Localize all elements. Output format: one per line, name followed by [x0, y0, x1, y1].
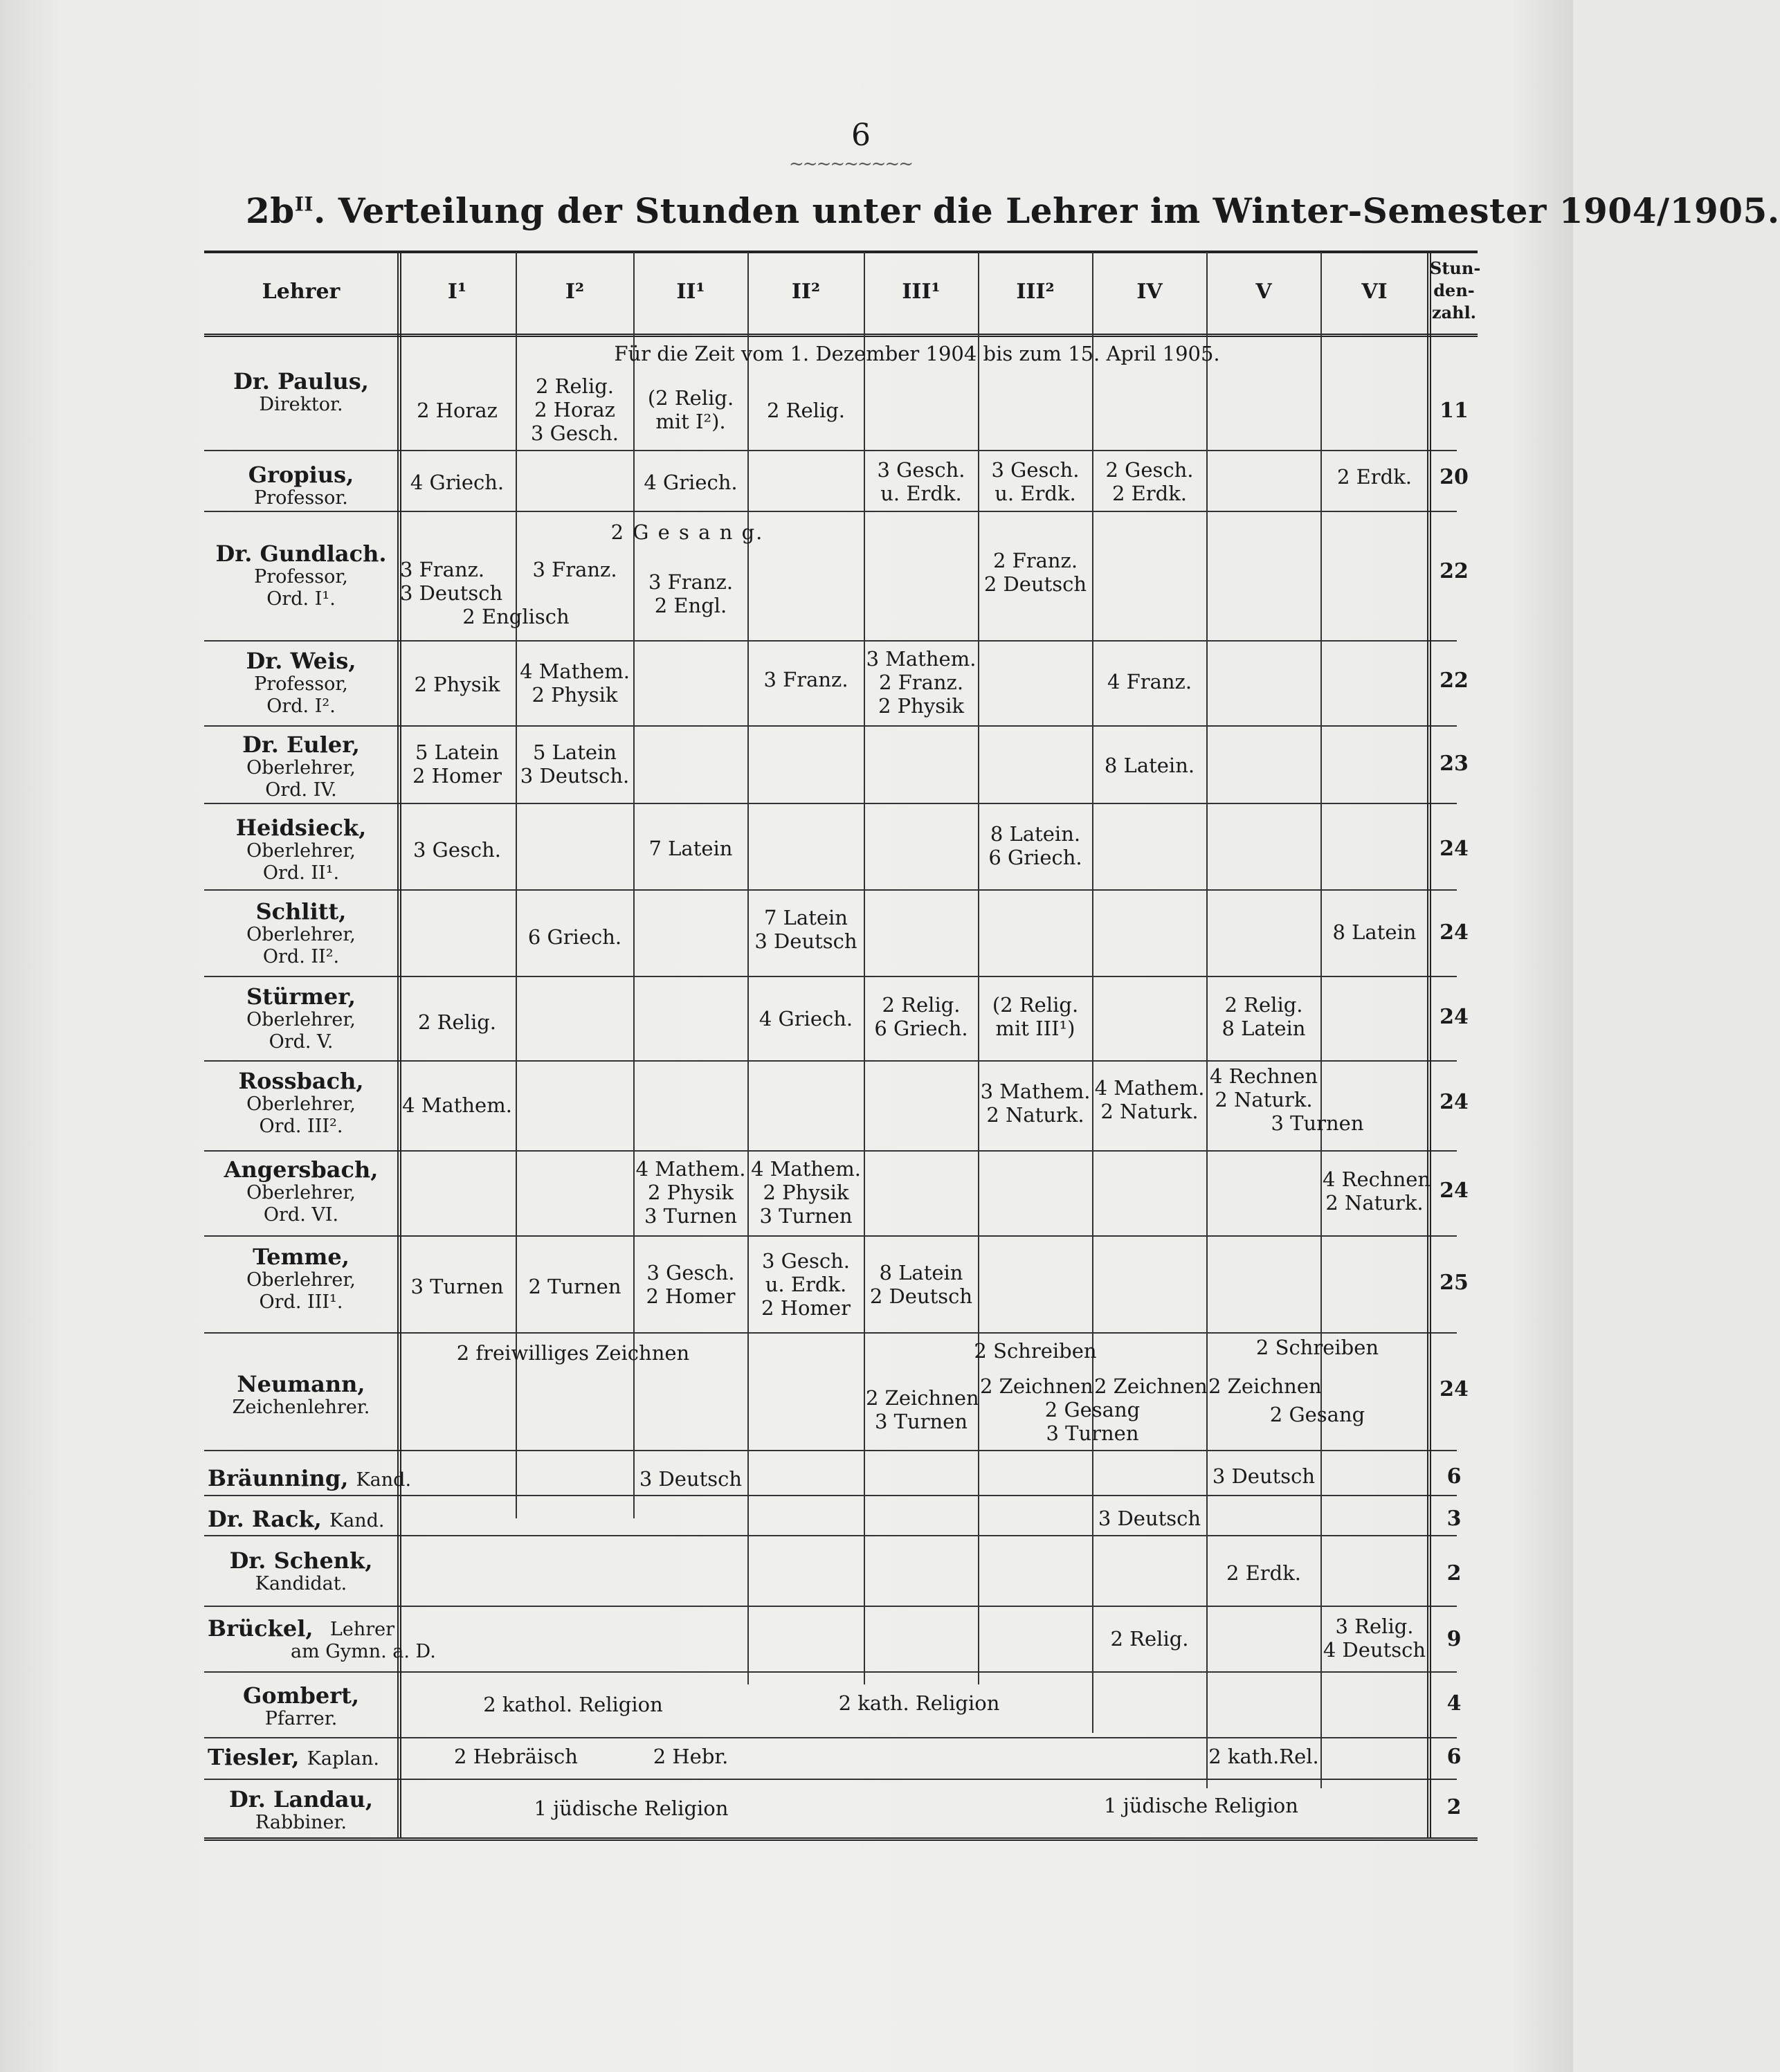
teacher-title: Zeichenlehrer.: [232, 1397, 370, 1418]
teacher-name: Dr. Schenk,: [229, 1547, 373, 1574]
row-rule: [204, 1060, 1457, 1062]
cell: 4 Rechnen 2 Naturk.: [1209, 1064, 1318, 1111]
span-cell-schreiben: 2 Schreiben: [1255, 1336, 1379, 1359]
cell: 2 Erdk.: [1226, 1561, 1302, 1585]
cell: 3 Gesch. u. Erdk.: [877, 458, 965, 505]
cell: 5 Latein 3 Deutsch.: [520, 740, 630, 788]
total-col-rule: [1427, 252, 1431, 1838]
cell: 3 Franz.: [763, 668, 848, 691]
cell: 2 Physik: [414, 673, 500, 696]
row-total: 2: [1446, 1795, 1462, 1819]
cell: 2 Zeichnen: [980, 1374, 1093, 1398]
cell: 3 Franz.: [532, 558, 617, 581]
row-rule: [204, 725, 1457, 727]
teacher-name: Angersbach,: [224, 1156, 379, 1183]
cell: 4 Mathem.: [402, 1093, 512, 1117]
cell: 4 Griech.: [759, 1007, 853, 1030]
col-rule: [864, 252, 865, 1684]
teacher-name: Rossbach,: [238, 1068, 364, 1094]
cell: 4 Griech.: [410, 471, 505, 494]
cell: 3 Deutsch: [1098, 1507, 1201, 1530]
row-total: 6: [1446, 1745, 1462, 1769]
row-total: 24: [1440, 1090, 1469, 1114]
col-rule: [633, 252, 635, 1518]
cell: 3 Franz. 3 Deutsch: [400, 558, 503, 605]
span-cell-juedische-religion: 1 jüdische Religion: [1104, 1794, 1298, 1817]
cell: 2 Relig. 6 Griech.: [874, 993, 968, 1040]
cell: 4 Mathem. 2 Physik 3 Turnen: [751, 1157, 861, 1228]
ornament-divider: ~~~~~~~~~: [789, 154, 913, 174]
teacher-name: [208, 1507, 394, 1532]
col-rule: [1092, 252, 1093, 1733]
cell: 2 Relig.: [418, 1010, 496, 1034]
span-cell-englisch: 2 Englisch: [462, 605, 570, 628]
row-rule: [204, 1495, 1457, 1496]
span-cell-religion: 2 kath. Religion: [838, 1691, 1000, 1715]
page-number: 6: [851, 118, 871, 153]
teacher-name: Dr. Landau,: [229, 1786, 373, 1812]
row-rule: [204, 1779, 1457, 1780]
cell: 3 Turnen: [410, 1275, 504, 1298]
cell: 3 Gesch. u. Erdk.: [991, 458, 1080, 505]
span-cell-juedische-religion: 1 jüdische Religion: [534, 1797, 729, 1820]
cell: 3 Relig. 4 Deutsch: [1323, 1615, 1426, 1662]
span-cell-gesang: 2 G e s a n g.: [610, 520, 764, 544]
teacher-name-text: Tiesler,: [208, 1744, 300, 1770]
teacher-title: Lehrer am Gymn. a. D.: [291, 1619, 436, 1662]
teacher-title: Direktor.: [259, 394, 343, 415]
col-header-II1: II¹: [676, 280, 705, 304]
cell: 4 Mathem. 2 Physik: [520, 660, 630, 707]
row-rule: [204, 1332, 1457, 1334]
span-cell-zeichnen: 2 freiwilliges Zeichnen: [456, 1341, 690, 1365]
teacher-title: Pfarrer.: [264, 1708, 338, 1729]
row-rule: [204, 450, 1457, 451]
row-total: 6: [1446, 1464, 1462, 1489]
teacher-title: Oberlehrer, Ord. III².: [246, 1093, 356, 1137]
col-header-V: V: [1255, 280, 1272, 304]
teacher-name: Heidsieck,: [235, 815, 367, 841]
row-rule: [204, 511, 1457, 512]
cell: 4 Griech.: [644, 471, 738, 494]
teacher-title: Oberlehrer, Ord. V.: [246, 1009, 356, 1053]
row-rule: [204, 976, 1457, 977]
col-header-lehrer: Lehrer: [262, 280, 340, 304]
cell: 2 Relig. 2 Horaz 3 Gesch.: [530, 374, 619, 445]
teacher-name: [208, 1745, 394, 1770]
teacher-title: Kand.: [356, 1469, 412, 1491]
teacher-name-text: Bräunning,: [208, 1465, 349, 1491]
cell: 8 Latein: [1332, 920, 1417, 944]
cell: 8 Latein.: [1104, 754, 1195, 777]
teacher-title: Professor, Ord. I².: [254, 673, 348, 717]
cell: 4 Rechnen 2 Naturk.: [1323, 1167, 1431, 1215]
row-rule: [204, 1450, 1457, 1451]
table-bottom-rule: [204, 1837, 1478, 1841]
cell: 2 Horaz: [417, 399, 498, 422]
span-cell-gesang: 2 Gesang: [1269, 1403, 1365, 1426]
cell: 3 Gesch. u. Erdk. 2 Homer: [761, 1249, 851, 1320]
cell: 8 Latein 2 Deutsch: [869, 1261, 973, 1308]
cell: 3 Mathem. 2 Franz. 2 Physik: [866, 647, 977, 718]
row-total: 24: [1440, 1377, 1469, 1401]
row-rule: [204, 1150, 1457, 1152]
span-cell-hebraeisch: 2 Hebräisch: [454, 1745, 578, 1768]
col-header-I1: I¹: [447, 280, 467, 304]
span-cell-gesang-turnen: 2 Gesang 3 Turnen: [1044, 1398, 1141, 1445]
teacher-name-text: Dr. Rack,: [208, 1506, 322, 1532]
teacher-name: Dr. Gundlach.: [215, 540, 387, 567]
cell: 4 Franz.: [1107, 670, 1192, 693]
teacher-name: Stürmer,: [246, 983, 356, 1010]
teacher-title: Professor.: [254, 487, 348, 509]
cell: 2 kath.Rel.: [1208, 1745, 1319, 1768]
cell: 4 Mathem. 2 Naturk.: [1094, 1076, 1205, 1123]
row-total: 23: [1440, 752, 1469, 776]
col-rule: [516, 252, 517, 1518]
row-rule: [204, 889, 1457, 891]
teacher-title: Oberlehrer, Ord. II¹.: [246, 840, 356, 884]
row-rule: [204, 640, 1457, 642]
row-total: 25: [1440, 1271, 1469, 1295]
teacher-title: Oberlehrer, Ord. VI.: [246, 1182, 356, 1226]
row-total: 24: [1440, 1005, 1469, 1029]
row-rule: [204, 1606, 1457, 1607]
teacher-title: Professor, Ord. I¹.: [254, 566, 348, 610]
heading-sup: II: [294, 192, 314, 216]
col-rule: [747, 252, 749, 1684]
row-total: 9: [1446, 1627, 1462, 1651]
row-total: 3: [1446, 1507, 1462, 1531]
row-total: 4: [1446, 1691, 1462, 1716]
teacher-title: Oberlehrer, Ord. III¹.: [246, 1269, 356, 1313]
teacher-name: Dr. Paulus,: [233, 368, 369, 394]
period-note: Für die Zeit vom 1. Dezember 1904 bis zum 15. April 1905.: [614, 342, 1220, 365]
teacher-title: Kaplan.: [307, 1748, 379, 1770]
col-header-stundenzahl: Stun- den- zahl.: [1430, 258, 1481, 322]
row-total: 22: [1440, 559, 1469, 583]
col-header-III2: III²: [1016, 280, 1055, 304]
table-top-rule: [204, 251, 1478, 253]
span-cell-turnen: 3 Turnen: [1271, 1111, 1364, 1135]
cell: 3 Deutsch: [1212, 1464, 1316, 1488]
cell: 5 Latein 2 Homer: [412, 740, 502, 788]
cell: 2 Gesch. 2 Erdk.: [1105, 458, 1194, 505]
teacher-name: [208, 1465, 412, 1491]
cell: 2 Relig. 8 Latein: [1222, 993, 1306, 1040]
cell: 6 Griech.: [527, 925, 622, 949]
cell: 3 Mathem. 2 Naturk.: [980, 1080, 1091, 1127]
row-rule: [204, 1737, 1457, 1738]
header-rule: [204, 334, 1478, 337]
row-total: 24: [1440, 920, 1469, 945]
cell: 2 Zeichnen 3 Turnen: [866, 1386, 979, 1433]
cell: 2 Erdk.: [1336, 465, 1413, 489]
row-rule: [204, 1535, 1457, 1536]
heading-text: . Verteilung der Stunden unter die Lehrer im Winter-Semester 1904/1905.: [313, 190, 1780, 231]
teacher-name: Gombert,: [242, 1682, 360, 1709]
teacher-name: Gropius,: [248, 462, 354, 488]
row-rule: [204, 803, 1457, 804]
teacher-title: Oberlehrer, Ord. II².: [246, 924, 356, 967]
span-cell-schreiben: 2 Schreiben: [974, 1339, 1097, 1363]
cell: 3 Gesch.: [412, 838, 502, 862]
col-rule: [978, 252, 979, 1684]
cell: 3 Franz. 2 Engl.: [648, 570, 734, 617]
cell: (2 Relig. mit I²).: [647, 386, 734, 433]
row-rule: [204, 1235, 1457, 1237]
col-header-VI: VI: [1361, 280, 1388, 304]
teacher-name-text: Brückel,: [208, 1615, 314, 1642]
teacher-title: Rabbiner.: [255, 1812, 347, 1833]
row-total: 2: [1446, 1561, 1462, 1585]
teacher-name: Dr. Euler,: [242, 731, 360, 758]
row-total: 24: [1440, 837, 1469, 861]
cell: 2 Franz. 2 Deutsch: [983, 549, 1087, 596]
cell: 2 Relig.: [767, 399, 845, 422]
row-rule: [204, 1671, 1457, 1673]
row-total: 11: [1440, 399, 1469, 423]
teacher-title: Oberlehrer, Ord. IV.: [246, 757, 356, 801]
row-total: 24: [1440, 1179, 1469, 1203]
cell: 2 Zeichnen: [1094, 1374, 1208, 1398]
cell: 8 Latein. 6 Griech.: [988, 822, 1082, 869]
teacher-title: Kandidat.: [255, 1573, 347, 1594]
col-rule: [1206, 252, 1208, 1788]
cell: 2 Hebr.: [653, 1745, 729, 1768]
cell: 3 Gesch. 2 Homer: [646, 1261, 736, 1308]
teacher-name: Schlitt,: [255, 898, 347, 925]
teacher-name: Dr. Weis,: [246, 648, 356, 674]
heading-prefix: 2b: [246, 190, 295, 231]
cell: 7 Latein: [648, 837, 733, 860]
col-header-III1: III¹: [902, 280, 941, 304]
col-rule: [1320, 252, 1322, 1788]
cell: 2 Turnen: [528, 1275, 621, 1298]
col-header-IV: IV: [1136, 280, 1163, 304]
cell: 4 Mathem. 2 Physik 3 Turnen: [635, 1157, 746, 1228]
row-total: 20: [1440, 465, 1469, 489]
cell: 2 Zeichnen: [1208, 1374, 1322, 1398]
span-cell-religion: 2 kathol. Religion: [483, 1693, 663, 1716]
teacher-name: Temme,: [253, 1244, 349, 1270]
teacher-name: Neumann,: [237, 1371, 365, 1397]
col-header-I2: I²: [565, 280, 585, 304]
teacher-title: Kand.: [329, 1510, 385, 1532]
cell: 2 Relig.: [1110, 1627, 1189, 1651]
cell: (2 Relig. mit III¹): [992, 993, 1079, 1040]
cell: 3 Deutsch: [639, 1467, 743, 1491]
cell: 7 Latein 3 Deutsch: [754, 906, 857, 953]
col-header-II2: II²: [791, 280, 821, 304]
row-total: 22: [1440, 669, 1469, 693]
